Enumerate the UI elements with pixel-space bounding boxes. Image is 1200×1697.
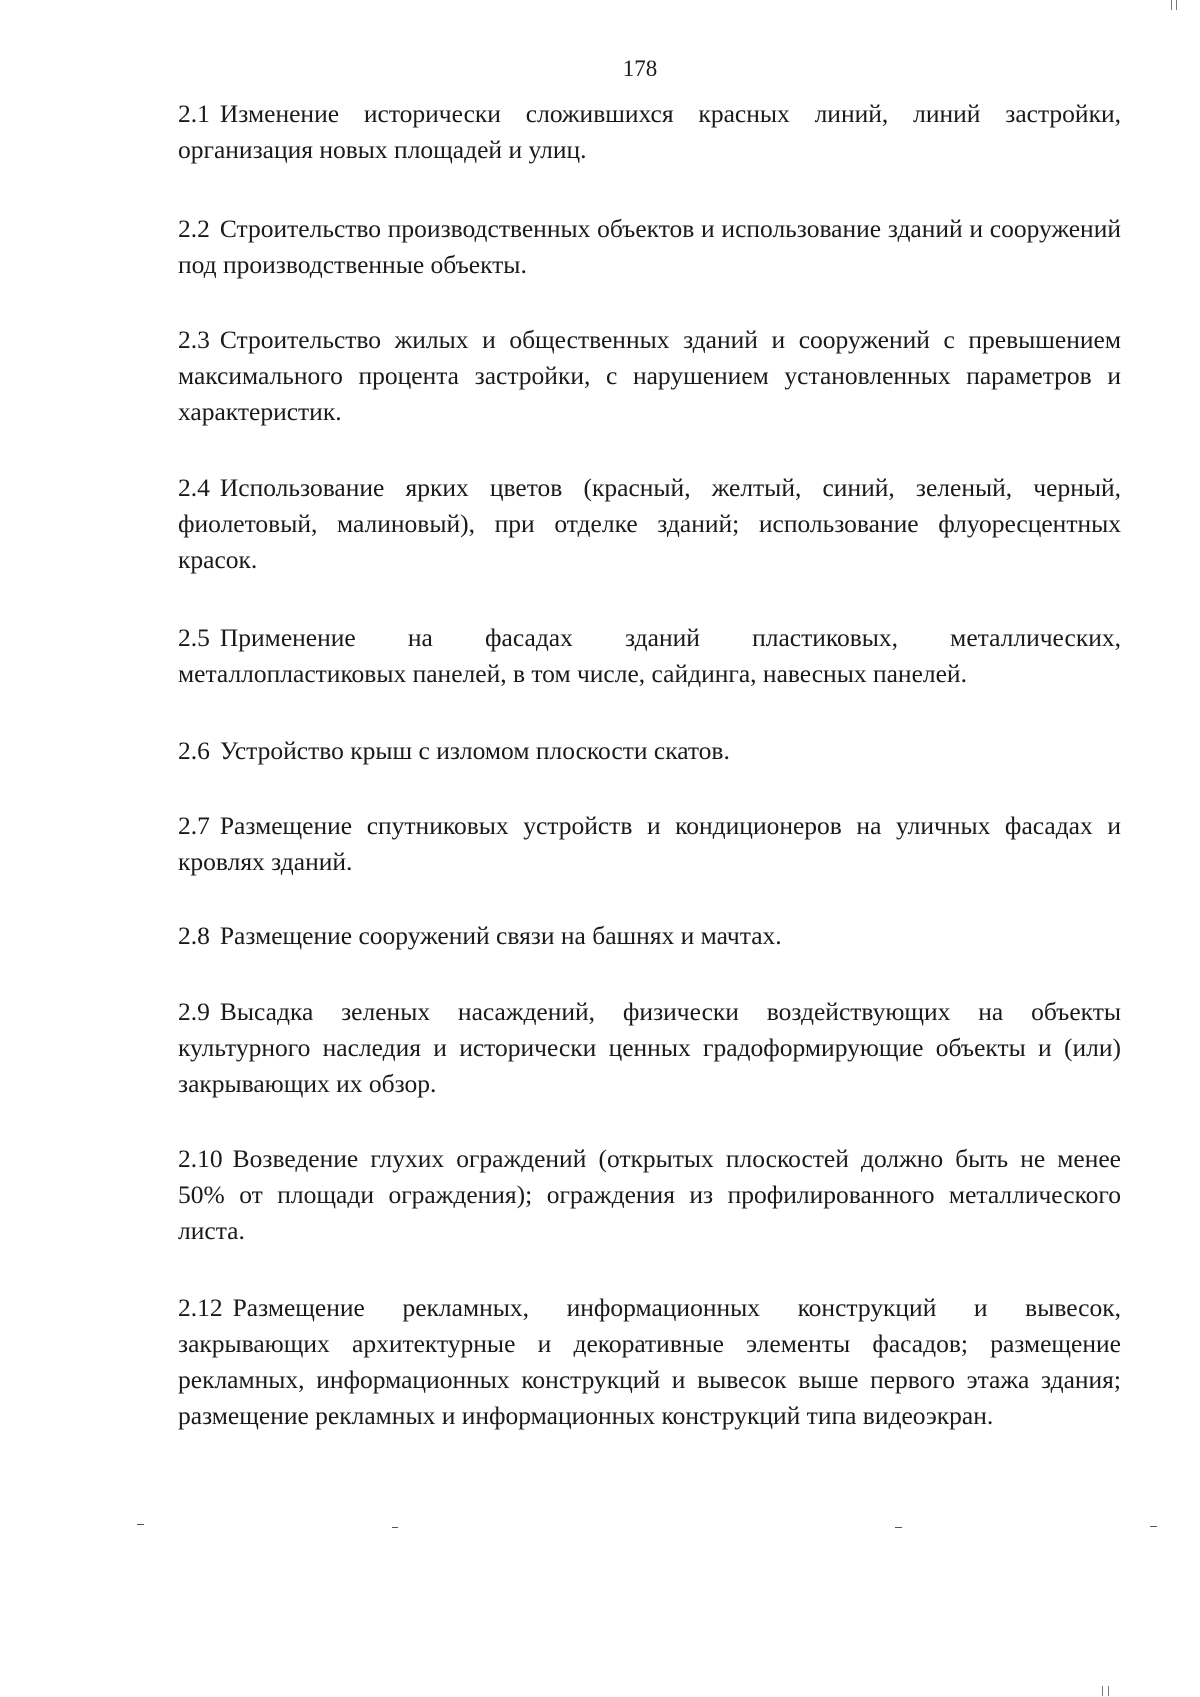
- item-text: Изменение исторически сложившихся красных линий, линий застройки, организация новых площадей и улиц.: [178, 99, 1121, 164]
- item-text: Высадка зеленых насаждений, физически воздействующих на объекты культурного наследия и исторически ценных градоформирующие объекты и (или) закрывающих их обзор.: [178, 997, 1121, 1098]
- scan-mark: [895, 1527, 902, 1528]
- list-item: [178, 1141, 1121, 1249]
- item-number: 2.10: [178, 1144, 223, 1173]
- item-number: 2.4: [178, 473, 210, 502]
- item-number: 2.9: [178, 997, 210, 1026]
- item-text: Устройство крыш с изломом плоскости скатов.: [219, 736, 730, 765]
- item-number: 2.5: [178, 623, 210, 652]
- item-text: Строительство жилых и общественных зданий и сооружений с превышением максимального процента застройки, с нарушением установленных параметров и характеристик.: [178, 325, 1121, 426]
- scan-mark: [392, 1527, 398, 1528]
- item-number: 2.12: [178, 1293, 223, 1322]
- item-number: 2.7: [178, 811, 210, 840]
- list-item: [178, 808, 1121, 880]
- item-text: Использование ярких цветов (красный, желтый, синий, зеленый, черный, фиолетовый, малиновый), при отделке зданий; использование флуоресцентных красок.: [178, 473, 1121, 574]
- list-item: [178, 96, 1121, 168]
- item-number: 2.8: [178, 921, 210, 950]
- page-number: 178: [622, 56, 658, 81]
- scan-edge-mark: [1176, 0, 1177, 10]
- list-item: [178, 1290, 1121, 1434]
- scan-edge-mark: [1102, 1686, 1103, 1696]
- list-item: [178, 994, 1121, 1102]
- list-item: [178, 211, 1121, 283]
- list-item: [178, 470, 1121, 578]
- list-item: [178, 733, 1121, 769]
- item-text: Размещение рекламных, информационных конструкций и вывесок, закрывающих архитектурные и декоративные элементы фасадов; размещение рекламных, информационных конструкций и вывесок выше первого этажа здания; размещение рекламных и информационных конструкций типа видеоэкран.: [178, 1293, 1121, 1430]
- scan-edge-mark: [1108, 1686, 1109, 1696]
- item-number: 2.2: [178, 214, 210, 243]
- item-number: 2.3: [178, 325, 210, 354]
- list-item: [178, 620, 1121, 692]
- list-item: [178, 322, 1121, 430]
- item-text: Размещение сооружений связи на башнях и мачтах.: [219, 921, 782, 950]
- list-item: [178, 918, 1121, 954]
- item-number: 2.1: [178, 99, 210, 128]
- item-number: 2.6: [178, 736, 210, 765]
- scan-mark: [1150, 1526, 1157, 1527]
- item-text: Размещение спутниковых устройств и кондиционеров на уличных фасадах и кровлях зданий.: [178, 811, 1121, 876]
- item-text: Возведение глухих ограждений (открытых плоскостей должно быть не менее 50% от площади ограждения); ограждения из профилированного металлического листа.: [178, 1144, 1121, 1245]
- item-text: Строительство производственных объектов и использование зданий и сооружений под производственные объекты.: [178, 214, 1121, 279]
- scan-mark: [137, 1524, 144, 1525]
- scan-edge-mark: [1171, 0, 1172, 10]
- item-text: Применение на фасадах зданий пластиковых, металлических, металлопластиковых панелей, в том числе, сайдинга, навесных панелей.: [178, 623, 1121, 688]
